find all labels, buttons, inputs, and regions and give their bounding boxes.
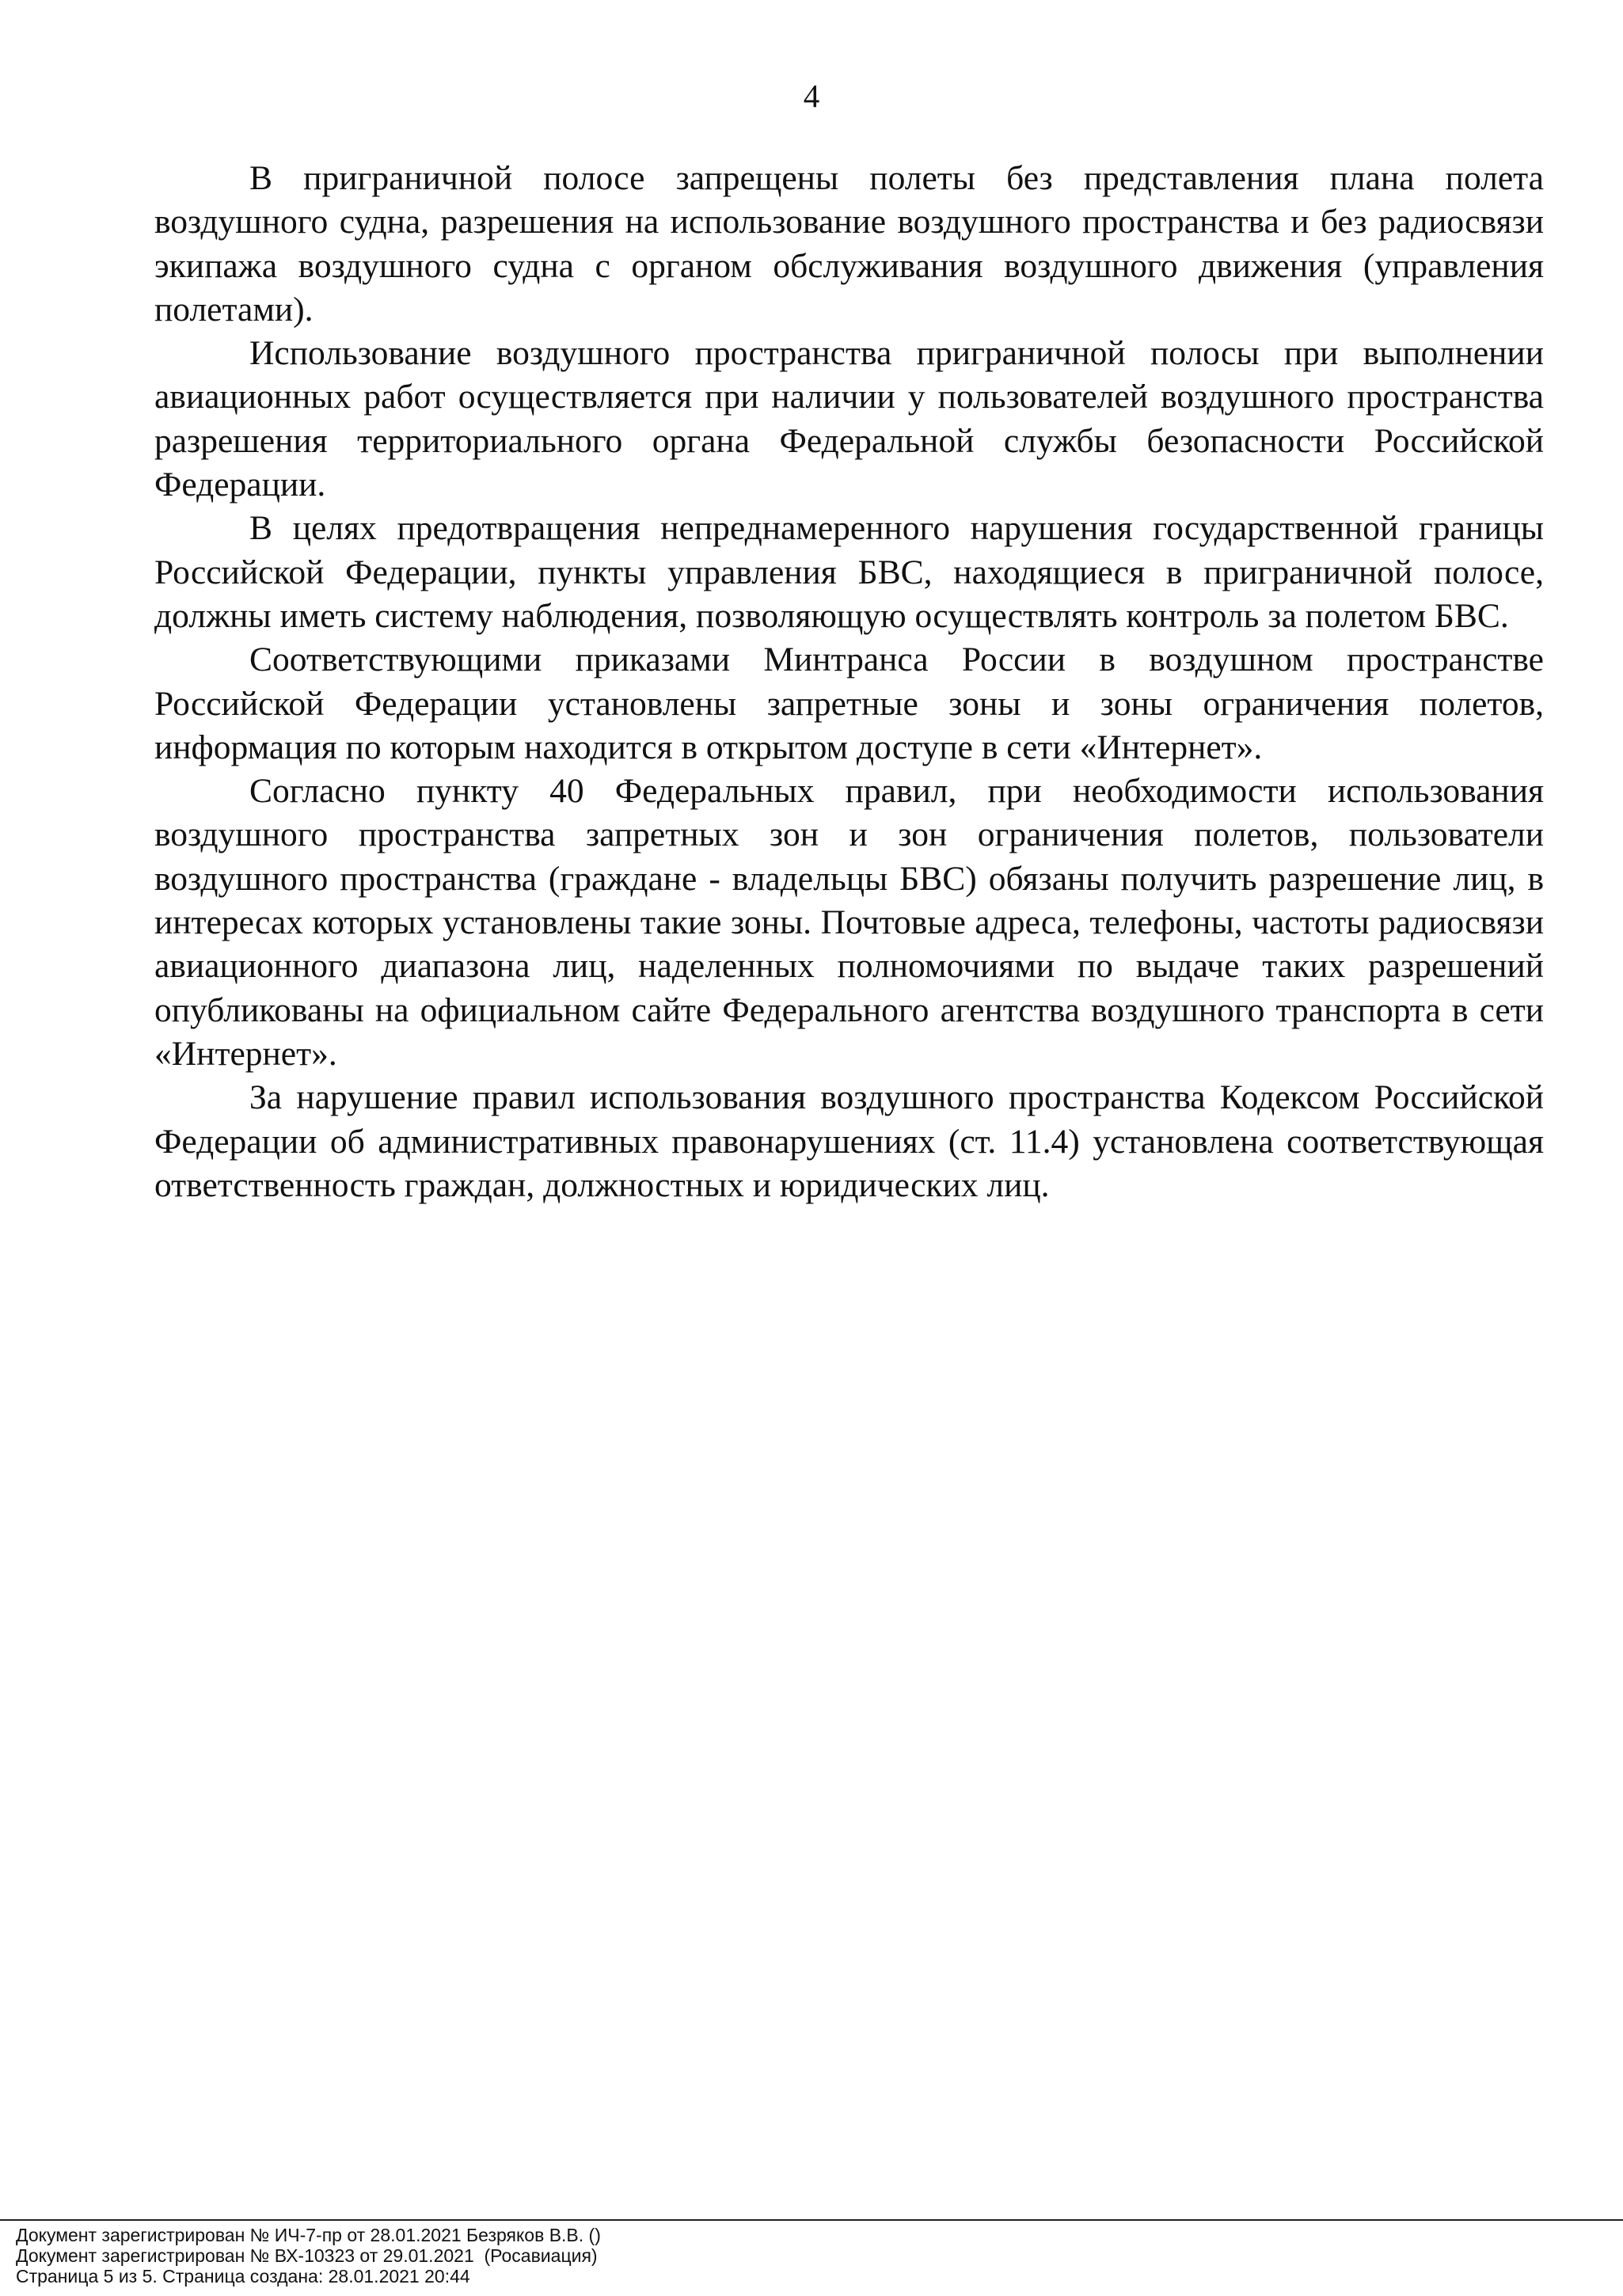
paragraph-restricted-zones: Соответствующими приказами Минтранса России в воздушном пространстве Российской Федерации установлены запретные зоны и зоны ограничения полетов, информация по которым находится в открытом доступе в сети «Интернет». [154, 641, 1544, 766]
registration-line-2: Документ зарегистрирован № ВХ-10323 от 29.01.2021 (Росавиация) [16, 2245, 598, 2266]
page-number: 4 [803, 78, 820, 114]
paragraph-observation-system: В целях предотвращения непреднамеренного нарушения государственной границы Российской Федерации, пункты управления БВС, находящиеся в приграничной полосе, должны иметь систему наблюдения, позволяющую осуществлять контроль за полетом БВС. [154, 509, 1544, 635]
page-created-line: Страница 5 из 5. Страница создана: 28.01.2021 20:44 [16, 2266, 470, 2286]
footer-divider [0, 2219, 1623, 2221]
document-body [154, 157, 1544, 1207]
paragraph-aviation-works: Использование воздушного пространства приграничной полосы при выполнении авиационных работ осуществляется при наличии у пользователей воздушного пространства разрешения территориального органа Федеральной службы безопасности Российской Федерации. [154, 334, 1544, 504]
registration-stamp [16, 2225, 1599, 2286]
registration-line-1: Документ зарегистрирован № ИЧ-7-пр от 28.01.2021 Безряков В.В. () [16, 2225, 601, 2245]
paragraph-liability: За нарушение правил использования воздушного пространства Кодексом Российской Федерации об административных правонарушениях (ст. 11.4) установлена соответствующая ответственность граждан, должностных и юридических лиц. [154, 1078, 1544, 1204]
paragraph-permission-rules: Согласно пункту 40 Федеральных правил, при необходимости использования воздушного пространства запретных зон и зон ограничения полетов, пользователи воздушного пространства (граждане - владельцы БВС) обязаны получить разрешение лиц, в интересах которых установлены такие зоны. Почтовые адреса, телефоны, частоты радиосвязи авиационного диапазона лиц, наделенных полномочиями по выдаче таких разрешений опубликованы на официальном сайте Федерального агентства воздушного транспорта в сети «Интернет». [154, 772, 1544, 1073]
paragraph-border-zone-flights: В приграничной полосе запрещены полеты без представления плана полета воздушного судна, разрешения на использование воздушного пространства и без радиосвязи экипажа воздушного судна с органом обслуживания воздушного движения (управления полетами). [154, 159, 1544, 329]
